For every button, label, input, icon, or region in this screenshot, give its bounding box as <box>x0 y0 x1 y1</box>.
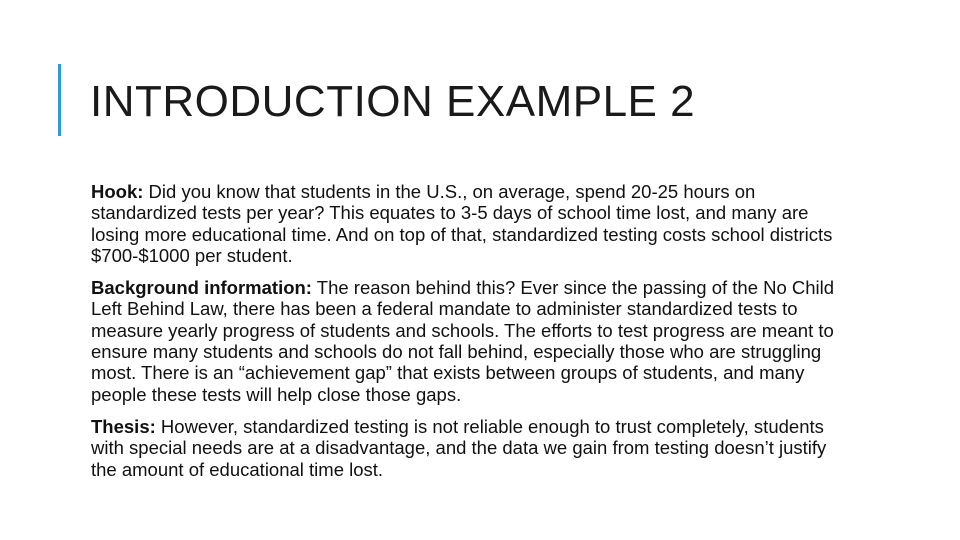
hook-label: Hook: <box>91 181 144 202</box>
title-accent-bar <box>58 64 61 136</box>
thesis-text: However, standardized testing is not reliable enough to trust completely, students with special needs are at a disadvantage, and the data we gain from testing doesn’t justify the amount of educational time lost. <box>91 415 827 480</box>
hook-paragraph <box>91 181 843 266</box>
background-paragraph <box>91 277 843 405</box>
slide-body <box>91 181 843 491</box>
thesis-paragraph <box>91 416 843 480</box>
slide-title: INTRODUCTION EXAMPLE 2 <box>90 77 696 126</box>
background-label: Background information: <box>91 277 312 299</box>
thesis-label: Thesis: <box>91 415 156 437</box>
hook-text: Did you know that students in the U.S., on average, spend 20-25 hours on standardized tests per year? This equates to 3-5 days of school time lost, and many are losing more educational time. And on top of that, standardized testing costs school districts $700-$1000 per student. <box>91 181 833 266</box>
background-text: The reason behind this? Ever since the passing of the No Child Left Behind Law, there has been a federal mandate to administer standardized tests to measure yearly progress of students and schools. The efforts to test progress are meant to ensure many students and schools do not fall behind, especially those who are struggling most. There is an “achievement gap” that exists between groups of students, and many people these tests will help close those gaps. <box>91 277 835 405</box>
